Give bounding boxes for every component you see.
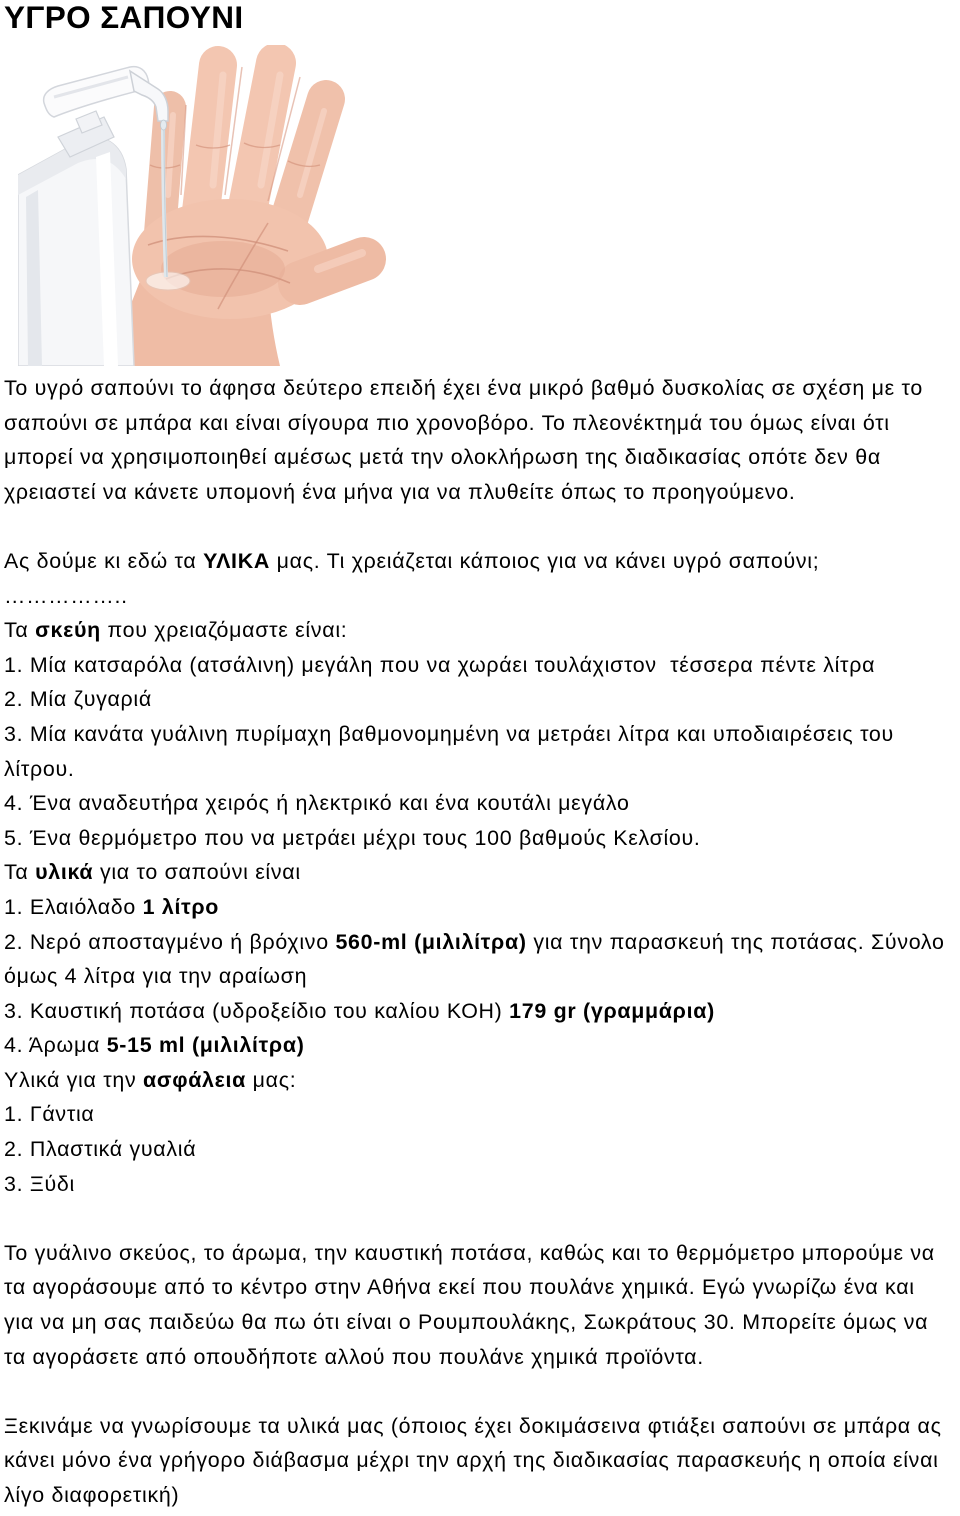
equipment-heading-rest: που χρειαζόμαστε είναι: — [100, 618, 348, 643]
ingredient-quantity: 560-ml (μιλιλίτρα) — [335, 929, 527, 954]
materials-question-text: Ας δούμε κι εδώ τα — [4, 548, 204, 573]
equipment-item: 4. Ένα αναδευτήρα χειρός ή ηλεκτρικό και ένα κουτάλι μεγάλο — [4, 791, 630, 816]
equipment-item-continuation: λίτρου. — [4, 756, 75, 781]
intro-line: μπορεί να χρησιμοποιηθεί αμέσως μετά την ολοκλήρωση της διαδικασίας οπότε δεν θα — [4, 445, 881, 470]
equipment-heading-text: Τα — [4, 618, 36, 643]
start-note-line: λίγο διαφορετική) — [4, 1483, 180, 1507]
pump-head — [44, 67, 168, 121]
ingredient-quantity: 5-15 ml (μιλιλίτρα) — [106, 1033, 305, 1058]
safety-heading — [4, 1063, 958, 1098]
safety-item: 2. Πλαστικά γυαλιά — [4, 1137, 197, 1162]
ingredient-item — [4, 1028, 958, 1063]
ingredient-note: για την παρασκευή της ποτάσας. Σύνολο — [526, 929, 945, 954]
ingredient-item — [4, 994, 958, 1029]
equipment-keyword: σκεύη — [35, 618, 101, 643]
ingredient-name: 4. Άρωμα — [4, 1033, 107, 1058]
ingredient-name: 2. Νερό αποσταγμένο ή βρόχινο — [4, 929, 336, 954]
ingredients-heading-text: Τα — [4, 860, 36, 885]
safety-item: 1. Γάντια — [4, 1102, 95, 1127]
equipment-item: 2. Μία ζυγαριά — [4, 687, 152, 712]
ingredient-item — [4, 890, 958, 925]
safety-heading-rest: μας: — [246, 1067, 297, 1092]
start-note-line: Ξεκινάμε να γνωρίσουμε τα υλικά μας (όποιος έχει δοκιμάσεινα φτιάξει σαπούνι σε μπάρα ας — [4, 1413, 942, 1438]
ingredients-keyword: υλικά — [35, 860, 94, 885]
equipment-item: 5. Ένα θερμόμετρο που να μετράει μέχρι τους 100 βαθμούς Κελσίου. — [4, 825, 701, 850]
dots-line: …………….. — [4, 583, 128, 608]
hand-soap-photo — [18, 45, 392, 366]
blank-line — [4, 1201, 958, 1236]
ingredient-name: 1. Ελαιόλαδο — [4, 894, 143, 919]
materials-question-rest: μας. Τι χρειάζεται κάποιος για να κάνει υγρό σαπούνι; — [270, 548, 820, 573]
start-note-line: κάνει μόνο ένα γρήγορο διάβασμα μέχρι την αρχή της διαδικασίας παρασκευής η οποία είναι — [4, 1448, 939, 1473]
ingredient-name: 3. Καυστική ποτάσα (υδροξείδιο του καλίου ΚΟΗ) — [4, 998, 510, 1023]
purchase-note-line: Το γυάλινο σκεύος, το άρωμα, την καυστική ποτάσα, καθώς και το θερμόμετρο μπορούμε να — [4, 1240, 935, 1265]
purchase-note-line: τα αγοράσουμε από το κέντρο στην Αθήνα εκεί που πουλάνε χημικά. Εγώ γνωρίζω ένα και — [4, 1275, 915, 1300]
materials-question — [4, 544, 958, 579]
ingredient-item — [4, 925, 958, 960]
ingredients-heading-rest: για το σαπούνι είναι — [93, 860, 301, 885]
ingredients-heading — [4, 855, 958, 890]
purchase-note-line: τα αγοράσετε από οπουδήποτε αλλού που πουλάνε χημικά προϊόντα. — [4, 1344, 704, 1369]
blank-line — [4, 1374, 958, 1409]
safety-heading-text: Υλικά για την — [4, 1067, 144, 1092]
equipment-item: 3. Μία κανάτα γυάλινη πυρίμαχη βαθμονομημένη να μετράει λίτρα και υποδιαιρέσεις του — [4, 721, 894, 746]
purchase-note-line: για να μη σας παιδεύω θα πω ότι είναι ο Ρουμπουλάκης, Σωκράτους 30. Μπορείτε όμως να — [4, 1310, 929, 1335]
blank-line — [4, 509, 958, 544]
ingredient-quantity: 1 λίτρο — [142, 894, 220, 919]
ingredient-quantity: 179 gr (γραμμάρια) — [509, 998, 715, 1023]
intro-line: σαπούνι σε μπάρα και είναι σίγουρα πιο χρονοβόρο. Το πλεονέκτημά του όμως είναι ότι — [4, 410, 890, 435]
safety-item: 3. Ξύδι — [4, 1171, 75, 1196]
equipment-heading — [4, 613, 958, 648]
intro-line: Το υγρό σαπούνι το άφησα δεύτερο επειδή έχει ένα μικρό βαθμό δυσκολίας σε σχέση με το — [4, 376, 923, 400]
intro-line: χρειαστεί να κάνετε υπομονή ένα μήνα για να πλυθείτε όπως το προηγούμενο. — [4, 479, 796, 504]
hand — [110, 63, 364, 366]
safety-keyword: ασφάλεια — [143, 1067, 246, 1092]
page-title: ΥΓΡΟ ΣΑΠΟΥΝΙ — [4, 0, 244, 35]
ingredient-item-continuation: όμως 4 λίτρα για την αραίωση — [4, 964, 308, 989]
materials-keyword: ΥΛΙΚΑ — [203, 548, 270, 573]
equipment-item: 1. Μία κατσαρόλα (ατσάλινη) μεγάλη που να χωράει τουλάχιστον τέσσερα πέντε λίτρα — [4, 652, 876, 677]
article-body — [4, 371, 958, 1513]
